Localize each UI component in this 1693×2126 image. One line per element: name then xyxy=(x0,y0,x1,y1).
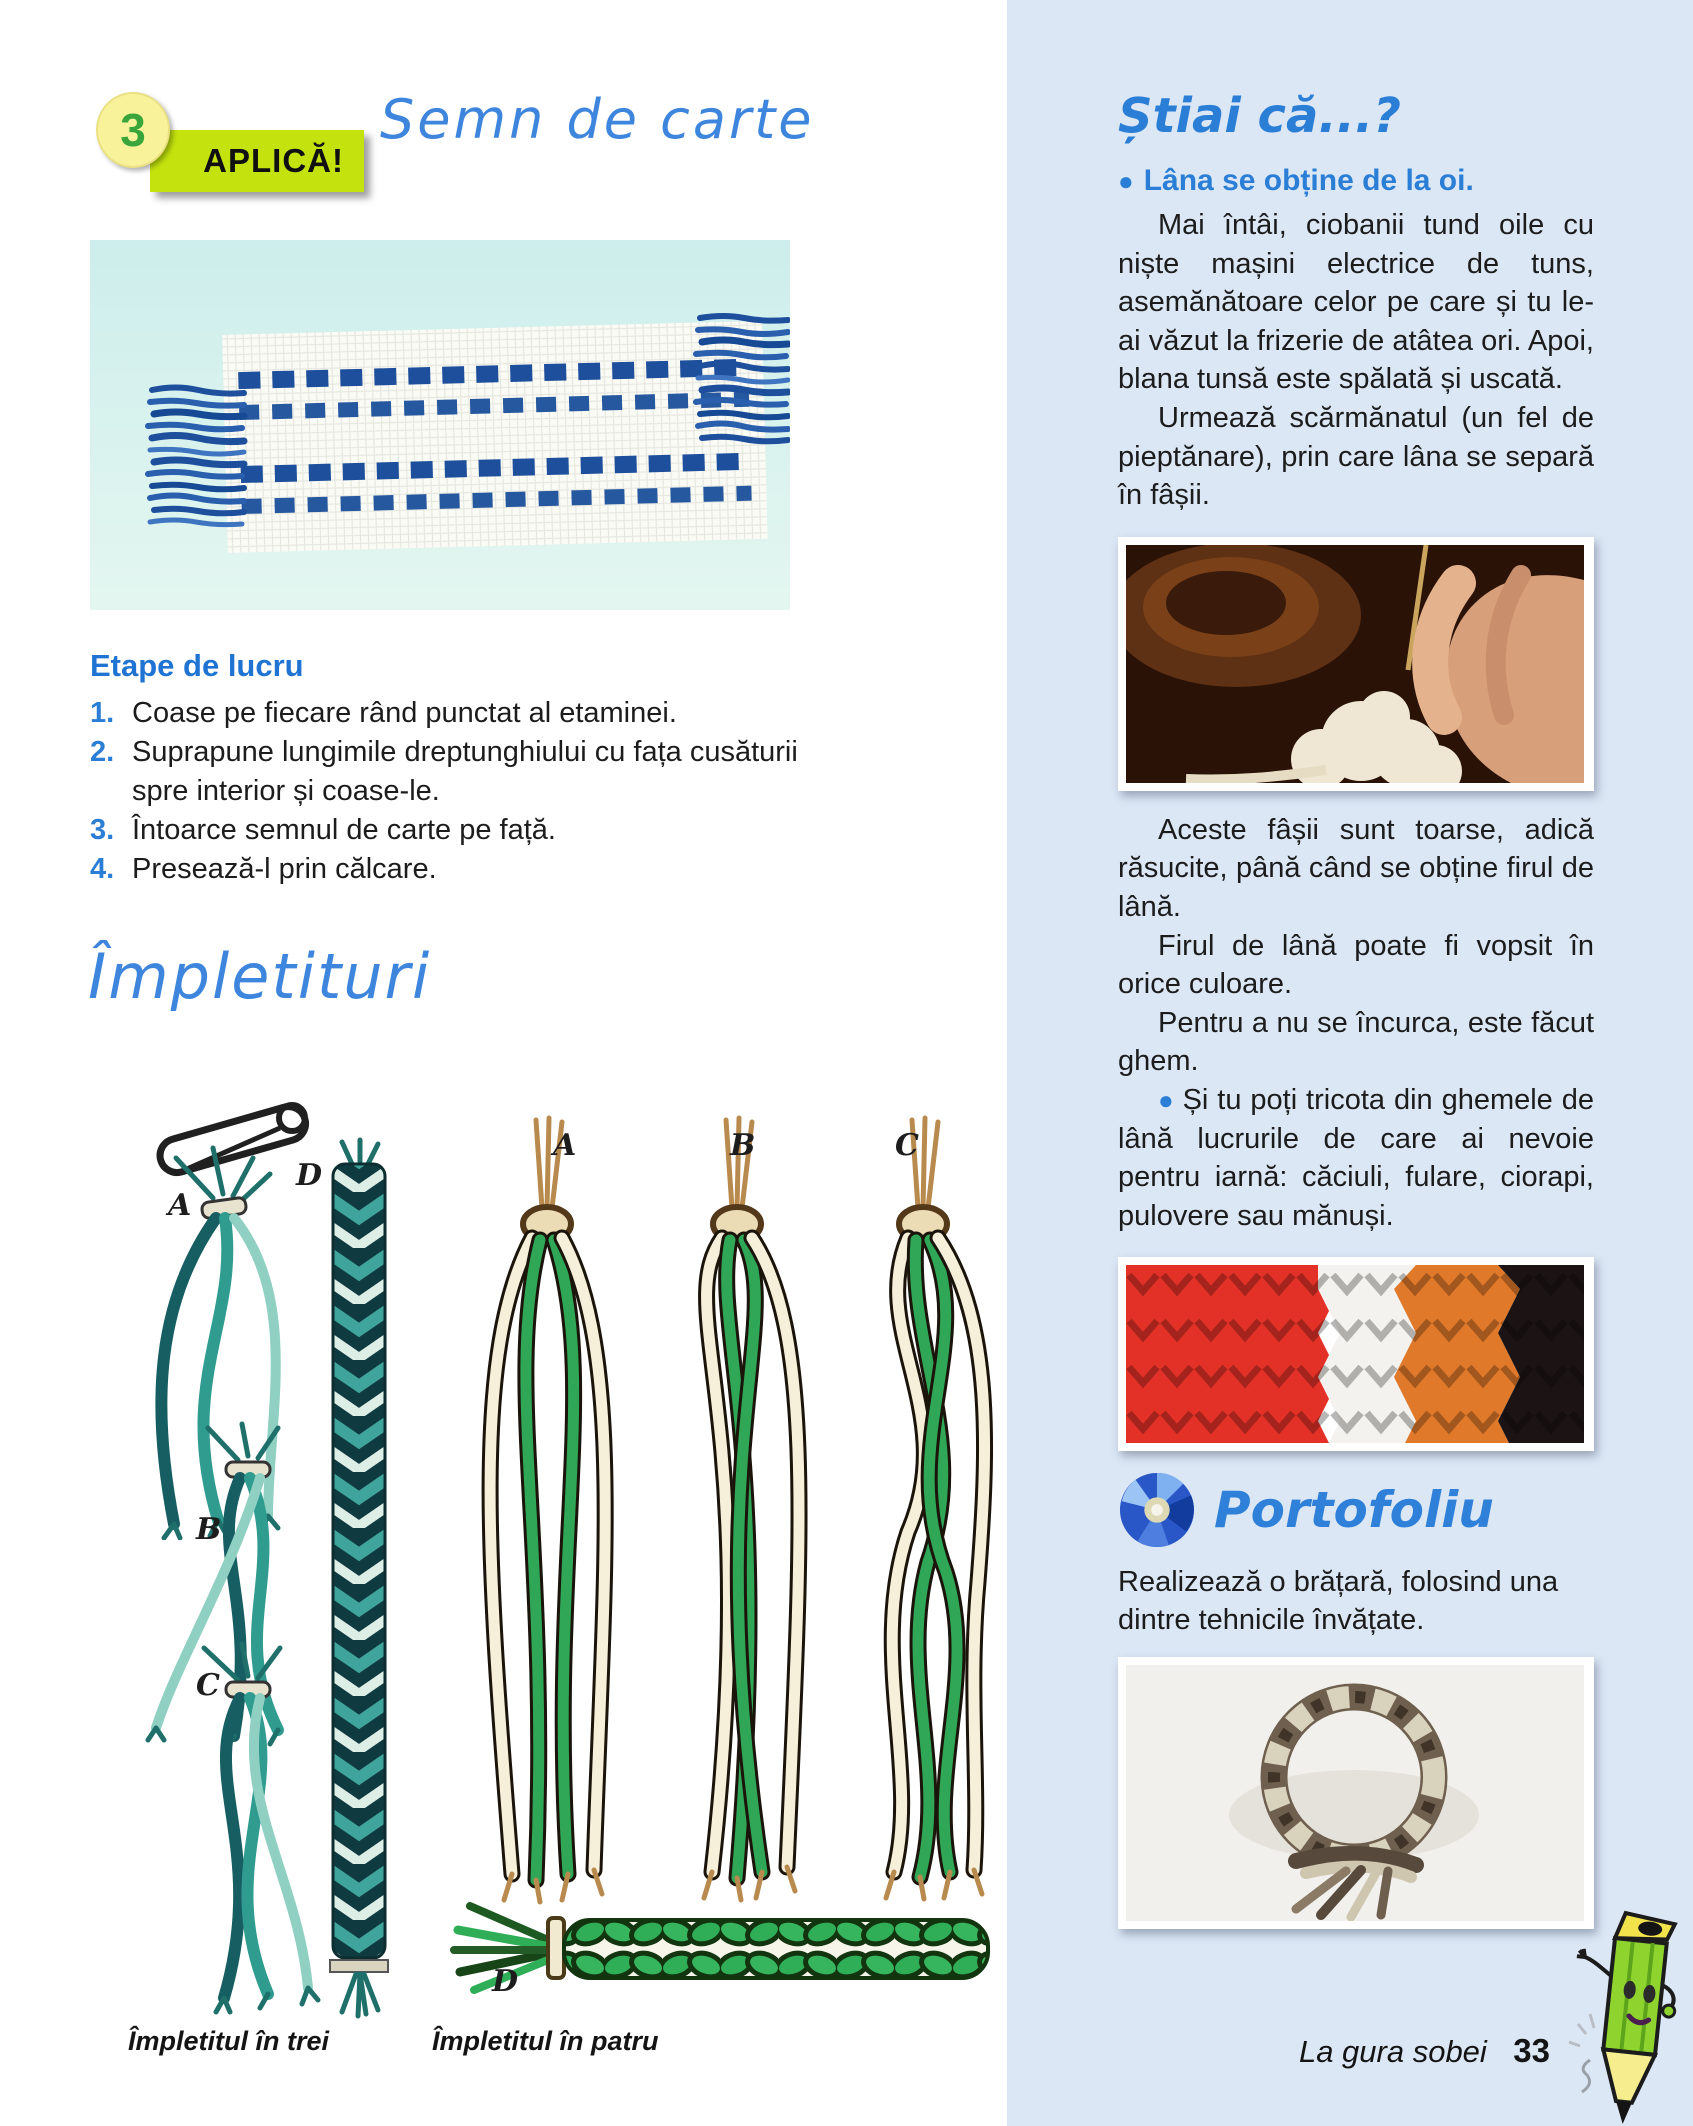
sidebar-paragraph-with-bullet xyxy=(1118,1081,1594,1235)
three-strand-finished-braid-illustration xyxy=(322,1136,396,2026)
wool-spinning-photo-frame xyxy=(1118,537,1594,791)
cd-icon xyxy=(1118,1471,1196,1549)
braid-stage-label-d: D xyxy=(296,1158,323,1193)
fact-lead-text: Lâna se obține de la oi. xyxy=(1143,164,1474,197)
work-step xyxy=(90,733,806,811)
wool-spinning-photo xyxy=(1126,545,1584,783)
portfolio-task-text: Realizează o brățară, folosind una dintre tehnicile învățate. xyxy=(1118,1566,1559,1637)
pencil-mascot-icon xyxy=(1568,1886,1689,2126)
fact-lead xyxy=(1118,164,1594,198)
braid-stage-label-b: B xyxy=(196,1512,222,1547)
work-step xyxy=(90,811,806,850)
sidebar-paragraph: Urmează scărmănatul (un fel de pieptănare), prin care lâna se separă în fâșii. xyxy=(1118,401,1594,512)
braid-stage-label-b: B xyxy=(730,1128,756,1163)
knitted-fabric-photo xyxy=(1126,1265,1584,1443)
step-number: 4. xyxy=(90,853,115,885)
step-text: Coase pe fiecare rând punctat al etaminei. xyxy=(132,697,677,729)
braid-stage-label-a: A xyxy=(168,1188,192,1223)
four-strand-stage-c-illustration xyxy=(828,1112,1018,1907)
step-text: Suprapune lungimile dreptunghiului cu fața cusăturii spre interior și coase-le. xyxy=(132,736,798,807)
apply-badge-label: APLICĂ! xyxy=(203,142,344,179)
braid-stage-label-d: D xyxy=(492,1964,519,1999)
section-title-braids: Împletituri xyxy=(88,940,432,1013)
four-strand-stage-a-illustration xyxy=(452,1112,642,1907)
step-number: 2. xyxy=(90,736,115,768)
bookmark-photo xyxy=(90,240,790,610)
sidebar-paragraph: Aceste fâșii sunt toarse, adică răsucite, până când se obține firul de lână. xyxy=(1118,813,1594,923)
sidebar-paragraph: Mai întâi, ciobanii tund oile cu niște mașini electrice de tuns, asemănătoare celor pe care și tu le-ai văzut la frizerie de atâtea ori. Apoi, blana tunsă este spălată și uscată. xyxy=(1118,209,1594,396)
steps-heading: Etape de lucru xyxy=(90,648,304,683)
work-step xyxy=(90,694,806,733)
sidebar-paragraph: Pentru a nu se încurca, este făcut ghem. xyxy=(1118,1006,1594,1078)
step-text: Întoarce semnul de carte pe față. xyxy=(132,814,556,846)
work-steps-list xyxy=(90,694,806,889)
did-you-know-sidebar xyxy=(1007,0,1693,2126)
four-strand-stage-b-illustration xyxy=(642,1112,832,1907)
step-text: Presează-l prin călcare. xyxy=(132,853,437,885)
caption-three-strand: Împletitul în trei xyxy=(128,2026,330,2056)
braid-stage-label-c: C xyxy=(895,1128,919,1163)
lesson-number-badge xyxy=(96,92,170,168)
bullet-icon: ● xyxy=(1158,1084,1175,1115)
step-number: 3. xyxy=(90,814,115,846)
page-number: 33 xyxy=(1513,2032,1550,2069)
braid-stage-label-a: A xyxy=(553,1128,577,1163)
page-footer xyxy=(1120,2032,1550,2070)
portfolio-heading-row xyxy=(1118,1471,1594,1549)
sidebar-heading: Știai că...? xyxy=(1118,88,1401,144)
knitted-fabric-photo-frame xyxy=(1118,1257,1594,1451)
page-title: Semn de carte xyxy=(380,88,815,151)
chapter-title: La gura sobei xyxy=(1298,2034,1487,2069)
portfolio-heading: Portofoliu xyxy=(1214,1481,1494,1540)
bracelet-photo-frame xyxy=(1118,1657,1594,1929)
bullet-icon: ● xyxy=(1118,166,1134,196)
sidebar-paragraph-text: Și tu poți tricota din ghemele de lână lucrurile de care ai nevoie pentru iarnă: căciuli, fulare, ciorapi, pulovere sau mănuși. xyxy=(1118,1083,1594,1232)
sidebar-paragraph: Firul de lână poate fi vopsit în orice culoare. xyxy=(1118,929,1594,1001)
apply-badge xyxy=(150,130,364,192)
bracelet-photo xyxy=(1126,1665,1584,1921)
step-number: 1. xyxy=(90,697,115,729)
braid-stage-label-c: C xyxy=(196,1668,220,1703)
lesson-number: 3 xyxy=(120,104,146,156)
work-step xyxy=(90,850,806,889)
caption-four-strand: Împletitul în patru xyxy=(432,2026,659,2056)
